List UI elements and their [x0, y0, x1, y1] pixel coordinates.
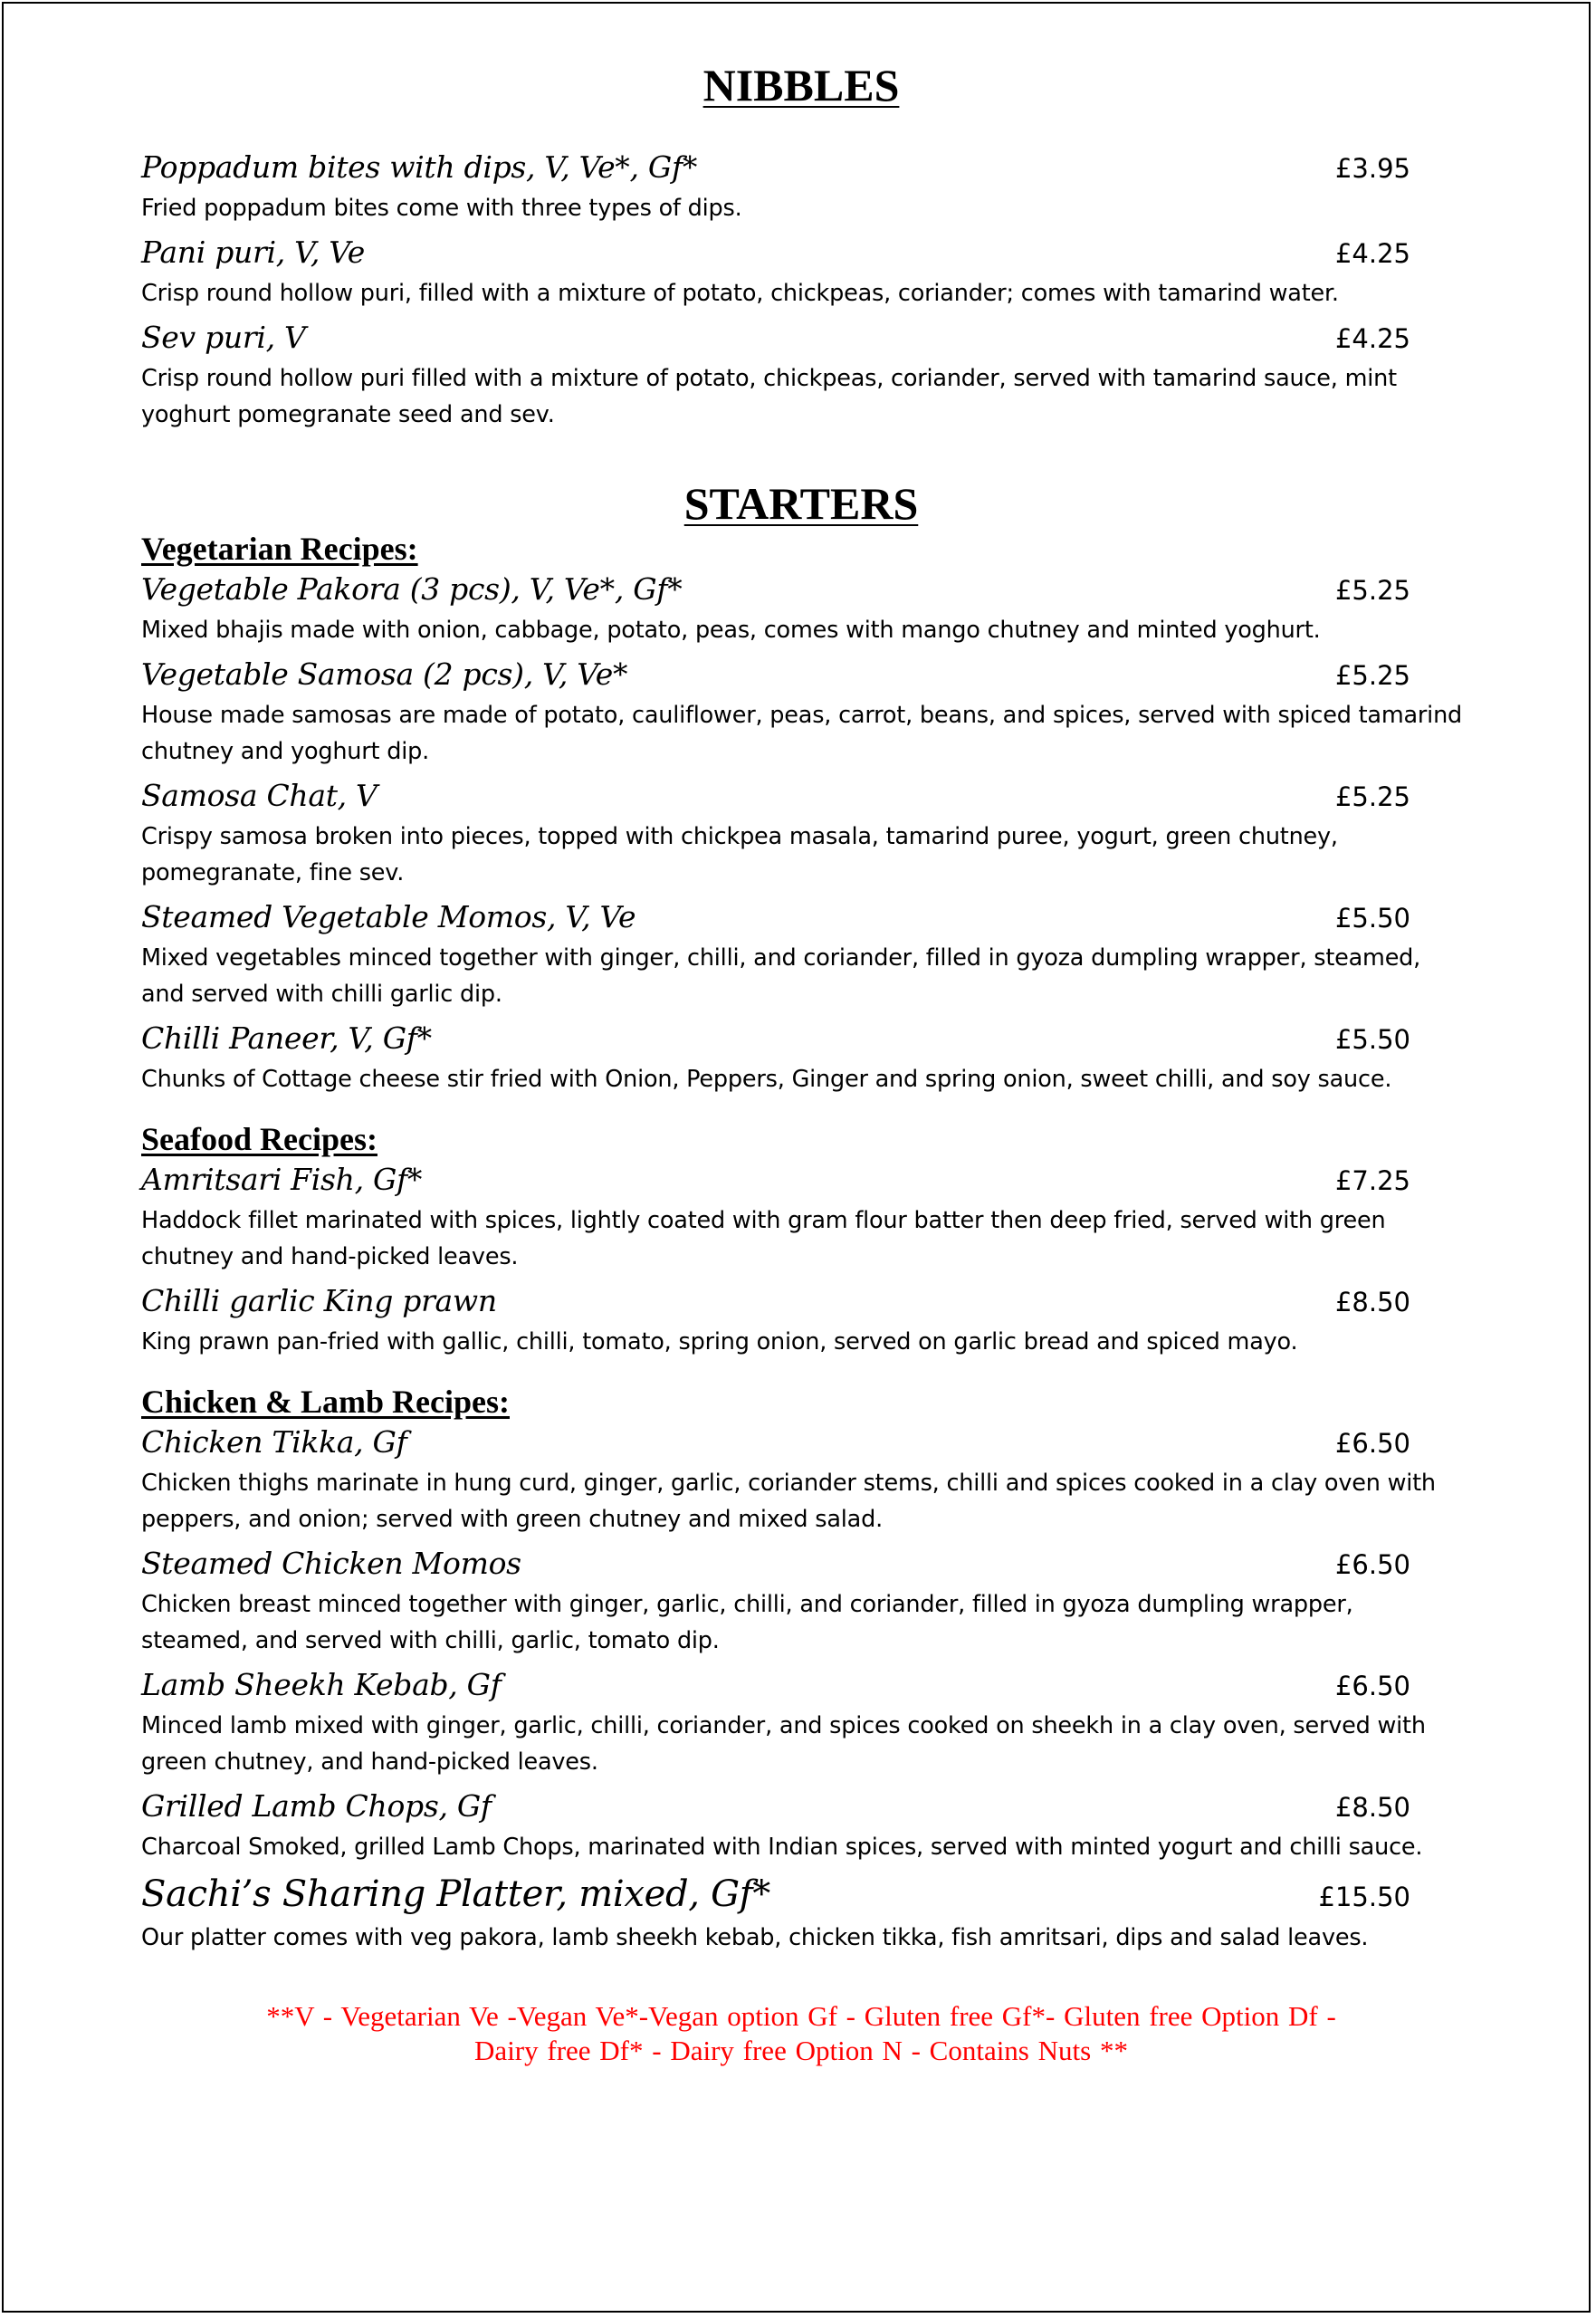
item-description: Fried poppadum bites come with three types of dips. — [141, 195, 742, 222]
item-name: Chicken Tikka, Gf — [141, 1424, 407, 1460]
item-price: £5.50 — [1334, 903, 1410, 934]
item-price: £5.50 — [1334, 1024, 1410, 1055]
item-price: £6.50 — [1334, 1428, 1410, 1459]
item-price: £4.25 — [1334, 238, 1410, 269]
menu-item-grilled-lamb-chops — [141, 1784, 1454, 1865]
item-price: £3.95 — [1334, 153, 1410, 184]
item-description: Mixed bhajis made with onion, cabbage, potato, peas, comes with mango chutney and minted yoghurt. — [141, 617, 1321, 644]
item-price: £6.50 — [1334, 1671, 1410, 1701]
item-description: Haddock fillet marinated with spices, lightly coated with gram flour batter then deep fried, served with green chutney and hand-picked leaves. — [141, 1207, 1386, 1270]
item-price: £8.50 — [1334, 1792, 1410, 1823]
item-name: Chilli Paneer, V, Gf* — [141, 1020, 432, 1056]
item-description: House made samosas are made of potato, cauliflower, peas, carrot, beans, and spices, served with spiced tamarind chutney and yoghurt dip. — [141, 702, 1463, 765]
menu-item-chicken-tikka — [141, 1420, 1454, 1537]
item-price: £5.25 — [1334, 575, 1410, 606]
item-description: Our platter comes with veg pakora, lamb sheekh kebab, chicken tikka, fish amritsari, dips and salad leaves. — [141, 1924, 1369, 1951]
menu-item-lamb-sheekh-kebab — [141, 1662, 1454, 1780]
menu-item-sharing-platter — [141, 1869, 1454, 1956]
menu-content — [141, 58, 1463, 2068]
menu-item-amritsari-fish — [141, 1157, 1454, 1275]
item-name: Grilled Lamb Chops, Gf — [141, 1788, 492, 1824]
legend-line-2: Dairy free Df* - Dairy free Option N - Contains Nuts ** — [474, 2035, 1128, 2066]
legend-line-1: **V - Vegetarian Ve -Vegan Ve*-Vegan option Gf - Gluten free Gf*- Gluten free Option Df - — [266, 2000, 1336, 2032]
menu-item-samosa-chat — [141, 773, 1454, 891]
item-name: Chilli garlic King prawn — [141, 1283, 497, 1318]
item-price: £5.25 — [1334, 660, 1410, 691]
chicken-lamb-heading: Chicken & Lamb Recipes: — [141, 1384, 510, 1420]
item-name: Pani puri, V, Ve — [141, 235, 365, 270]
item-price: £6.50 — [1334, 1549, 1410, 1580]
item-price: £15.50 — [1318, 1882, 1410, 1912]
item-price: £5.25 — [1334, 781, 1410, 812]
menu-item-chilli-paneer — [141, 1016, 1454, 1097]
seafood-heading: Seafood Recipes: — [141, 1121, 377, 1157]
item-name: Sachi’s Sharing Platter, mixed, Gf* — [141, 1873, 770, 1915]
menu-item-poppadum — [141, 145, 1454, 226]
item-description: Crisp round hollow puri filled with a mixture of potato, chickpeas, coriander, served with tamarind sauce, mint yoghurt pomegranate seed and sev. — [141, 365, 1397, 428]
item-description: Charcoal Smoked, grilled Lamb Chops, marinated with Indian spices, served with minted yogurt and chilli sauce. — [141, 1834, 1423, 1861]
item-name: Steamed Chicken Momos — [141, 1546, 521, 1581]
item-description: Crispy samosa broken into pieces, topped with chickpea masala, tamarind puree, yogurt, green chutney, pomegranate, fine sev. — [141, 823, 1338, 886]
item-price: £7.25 — [1334, 1165, 1410, 1196]
item-description: Mixed vegetables minced together with ginger, chilli, and coriander, filled in gyoza dumpling wrapper, steamed, and served with chilli garlic dip. — [141, 944, 1421, 1008]
starters-title: STARTERS — [683, 478, 919, 529]
menu-item-sev-puri — [141, 315, 1454, 433]
item-description: Chunks of Cottage cheese stir fried with Onion, Peppers, Ginger and spring onion, sweet chilli, and soy sauce. — [141, 1066, 1392, 1093]
menu-page — [2, 2, 1591, 2313]
item-name: Amritsari Fish, Gf* — [141, 1162, 423, 1197]
item-name: Sev puri, V — [141, 320, 306, 355]
item-name: Vegetable Samosa (2 pcs), V, Ve* — [141, 656, 628, 692]
nibbles-title: NIBBLES — [702, 60, 900, 110]
item-description: Chicken breast minced together with ginger, garlic, chilli, and coriander, filled in gyoza dumpling wrapper, steamed, and served with chilli, garlic, tomato dip. — [141, 1591, 1353, 1654]
item-price: £4.25 — [1334, 323, 1410, 354]
menu-item-chicken-momos — [141, 1541, 1454, 1659]
item-name: Lamb Sheekh Kebab, Gf — [141, 1667, 502, 1702]
menu-item-vegetable-samosa — [141, 652, 1463, 770]
item-name: Steamed Vegetable Momos, V, Ve — [141, 899, 636, 934]
menu-item-king-prawn — [141, 1279, 1454, 1360]
item-price: £8.50 — [1334, 1287, 1410, 1317]
menu-item-vegetable-momos — [141, 895, 1454, 1012]
item-description: Crisp round hollow puri, filled with a mixture of potato, chickpeas, coriander; comes with tamarind water. — [141, 280, 1339, 307]
item-description: King prawn pan-fried with gallic, chilli, tomato, spring onion, served on garlic bread and spiced mayo. — [141, 1328, 1298, 1355]
item-name: Samosa Chat, V — [141, 778, 377, 813]
item-name: Vegetable Pakora (3 pcs), V, Ve*, Gf* — [141, 571, 683, 607]
item-description: Minced lamb mixed with ginger, garlic, chilli, coriander, and spices cooked on sheekh in a clay oven, served with green chutney, and hand-picked leaves. — [141, 1712, 1426, 1776]
menu-item-vegetable-pakora — [141, 567, 1454, 648]
dietary-legend — [141, 1999, 1461, 2068]
menu-item-pani-puri — [141, 230, 1454, 311]
vegetarian-heading: Vegetarian Recipes: — [141, 531, 418, 567]
item-name: Poppadum bites with dips, V, Ve*, Gf* — [141, 149, 698, 185]
item-description: Chicken thighs marinate in hung curd, ginger, garlic, coriander stems, chilli and spices cooked in a clay oven with peppers, and onion; served with green chutney and mixed salad. — [141, 1470, 1436, 1533]
